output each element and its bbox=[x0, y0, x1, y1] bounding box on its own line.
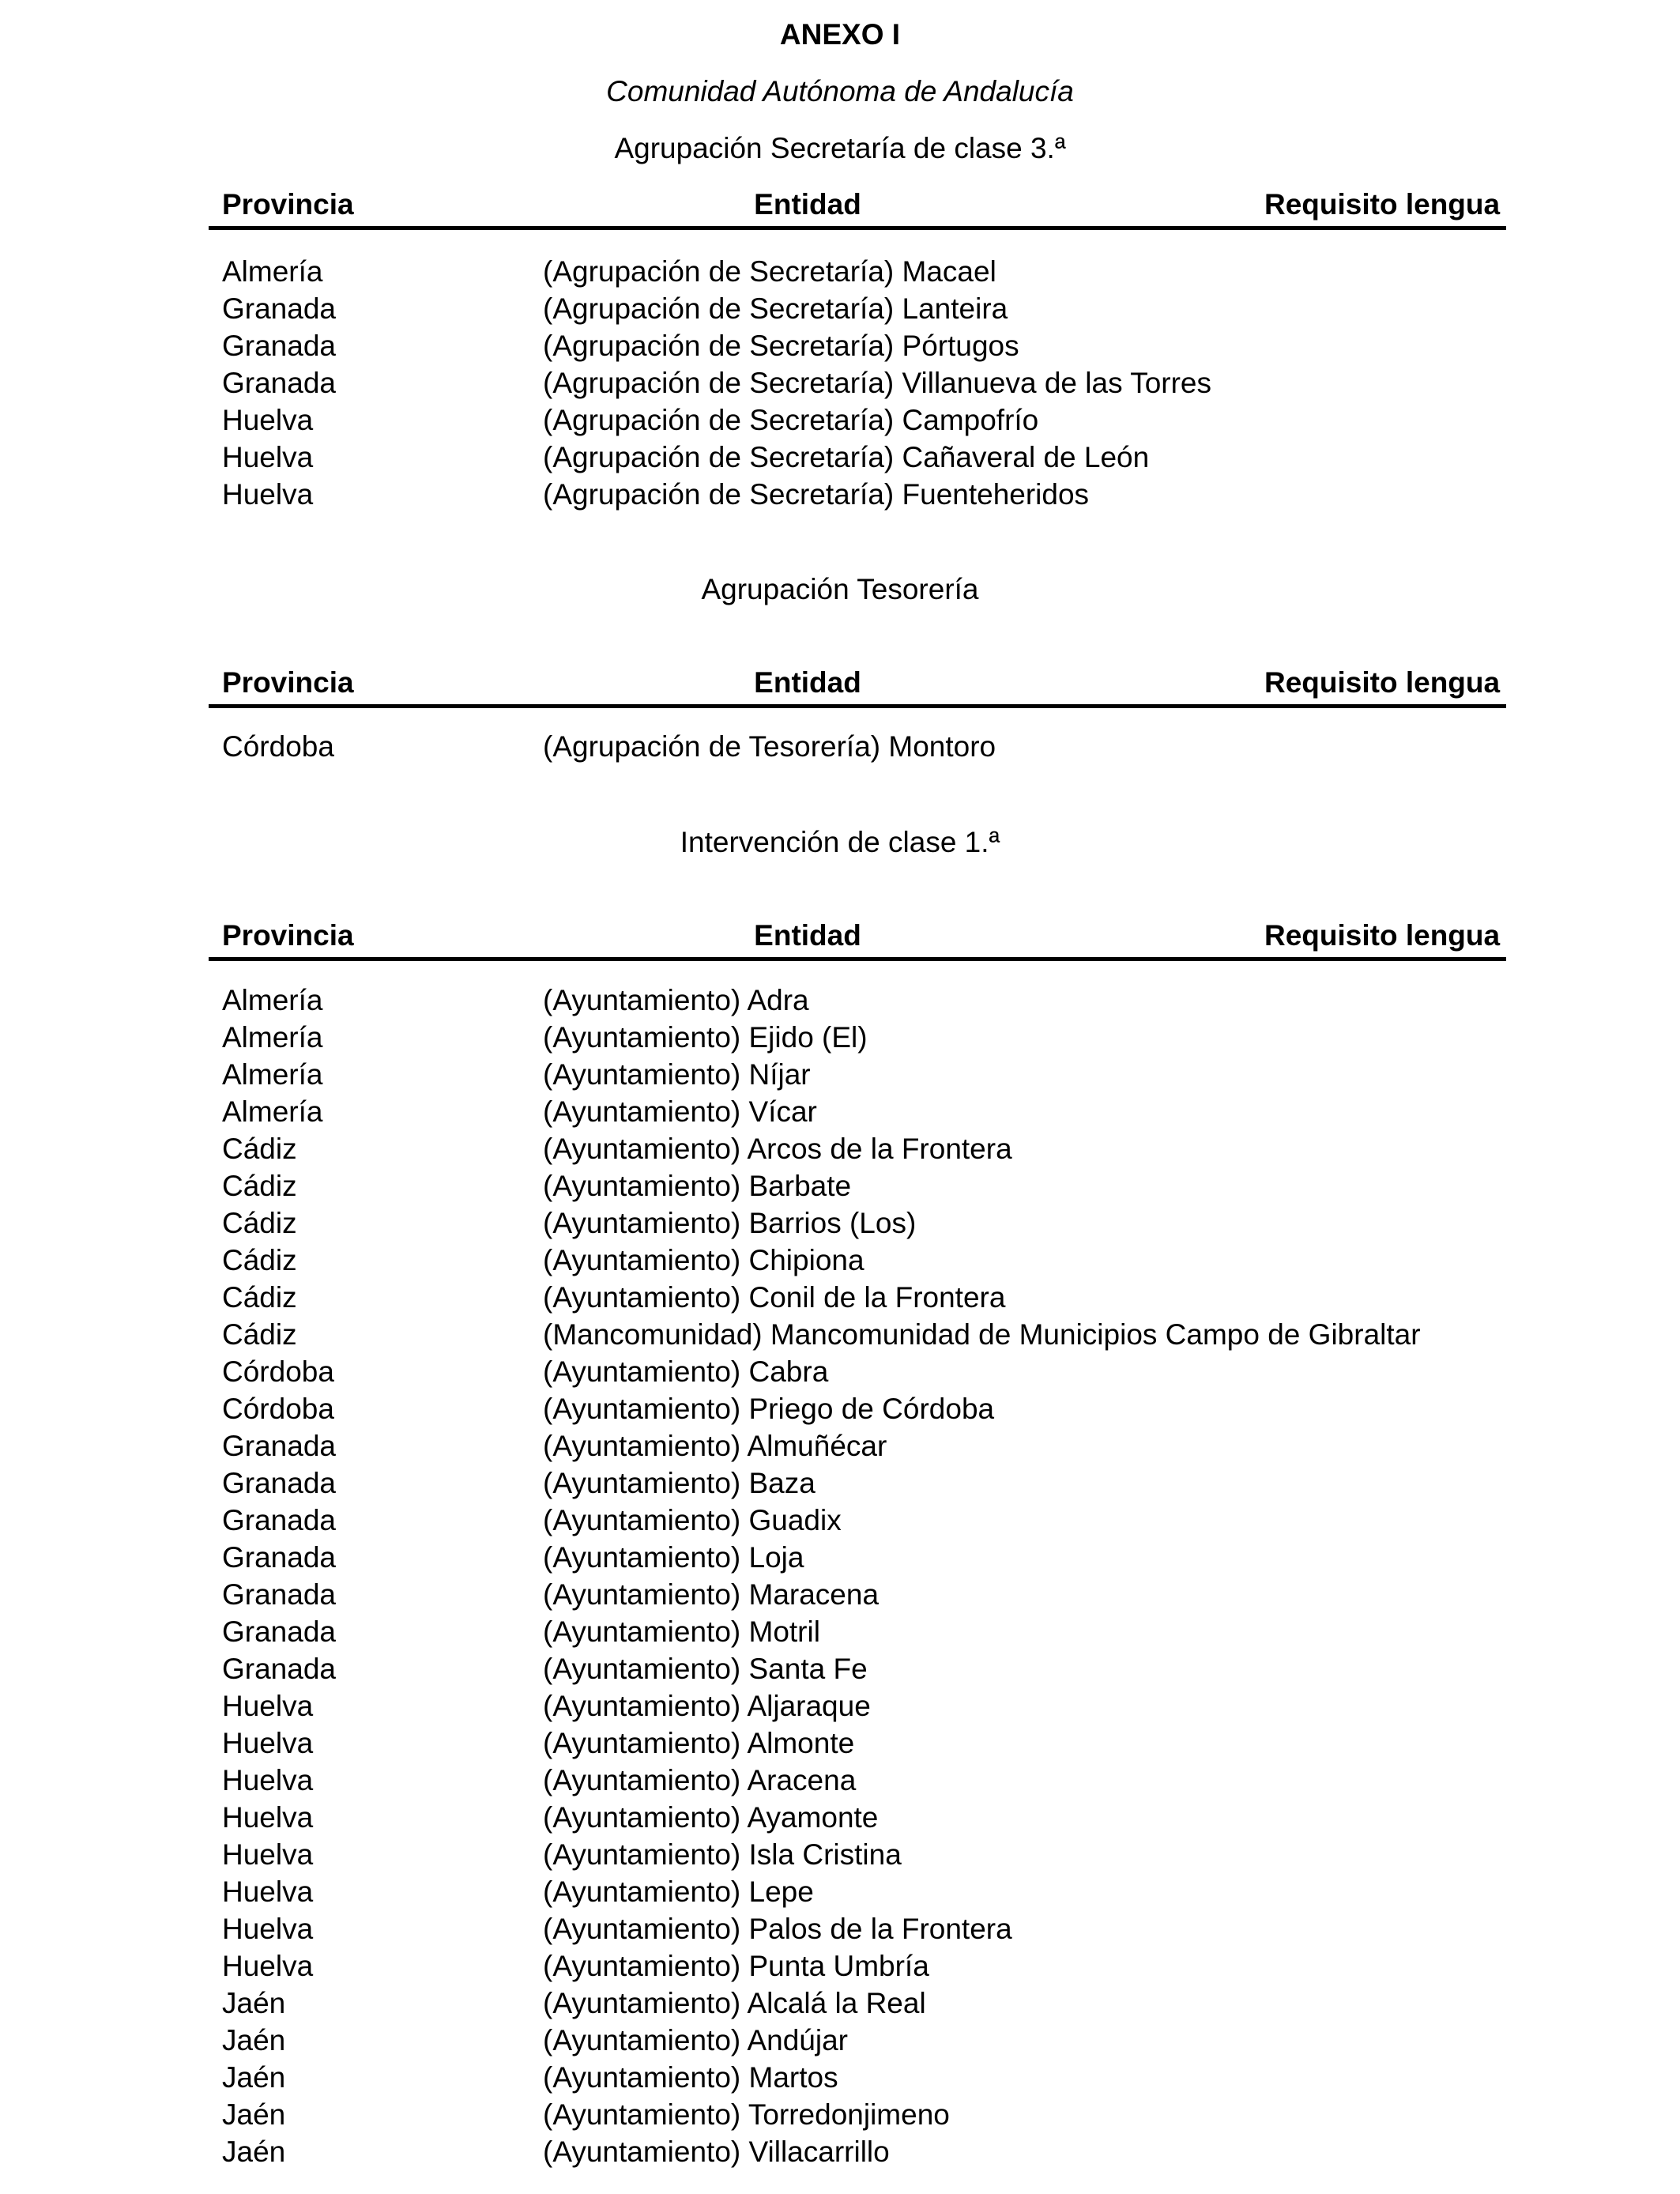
table-header bbox=[0, 918, 1680, 958]
header-rule bbox=[209, 704, 1506, 708]
cell-provincia: Almería bbox=[222, 1058, 323, 1091]
cell-entidad: (Ayuntamiento) Torredonjimeno bbox=[543, 2098, 950, 2131]
table-row bbox=[0, 1427, 1680, 1465]
cell-provincia: Granada bbox=[222, 1504, 336, 1536]
cell-entidad: (Agrupación de Secretaría) Macael bbox=[543, 255, 996, 288]
cell-entidad: (Ayuntamiento) Aracena bbox=[543, 1764, 857, 1796]
document-title: ANEXO I bbox=[779, 18, 901, 51]
column-header-requisito-lengua: Requisito lengua bbox=[1264, 919, 1501, 952]
header-rule bbox=[209, 957, 1506, 961]
table-header bbox=[0, 187, 1680, 227]
cell-entidad: (Agrupación de Tesorería) Montoro bbox=[543, 730, 996, 763]
table-row bbox=[0, 2059, 1680, 2096]
table-row bbox=[0, 1799, 1680, 1836]
table-row bbox=[0, 2022, 1680, 2059]
table-row bbox=[0, 728, 1680, 765]
table-row bbox=[0, 1279, 1680, 1316]
table-row bbox=[0, 327, 1680, 364]
cell-entidad: (Ayuntamiento) Priego de Córdoba bbox=[543, 1393, 995, 1425]
cell-entidad: (Agrupación de Secretaría) Cañaveral de León bbox=[543, 441, 1150, 473]
cell-provincia: Córdoba bbox=[222, 730, 334, 763]
cell-provincia: Granada bbox=[222, 1430, 336, 1462]
cell-provincia: Almería bbox=[222, 255, 323, 288]
cell-entidad: (Ayuntamiento) Palos de la Frontera bbox=[543, 1913, 1012, 1945]
table-row bbox=[0, 1836, 1680, 1873]
table-row bbox=[0, 1947, 1680, 1985]
cell-entidad: (Ayuntamiento) Ejido (El) bbox=[543, 1021, 868, 1054]
cell-entidad: (Agrupación de Secretaría) Campofrío bbox=[543, 404, 1039, 436]
section-rows bbox=[0, 982, 1680, 2170]
cell-provincia: Huelva bbox=[222, 1875, 314, 1908]
table-row bbox=[0, 439, 1680, 476]
cell-entidad: (Ayuntamiento) Villacarrillo bbox=[543, 2136, 890, 2168]
table-row bbox=[0, 1167, 1680, 1204]
cell-provincia: Huelva bbox=[222, 404, 314, 436]
table-row bbox=[0, 1353, 1680, 1390]
table-row bbox=[0, 290, 1680, 327]
table-row bbox=[0, 2133, 1680, 2170]
section-rows bbox=[0, 253, 1680, 513]
cell-provincia: Huelva bbox=[222, 1727, 314, 1759]
table-row bbox=[0, 1093, 1680, 1130]
cell-entidad: (Ayuntamiento) Motril bbox=[543, 1615, 820, 1648]
column-header-provincia: Provincia bbox=[222, 188, 354, 221]
table-row bbox=[0, 1056, 1680, 1093]
cell-provincia: Jaén bbox=[222, 2136, 286, 2168]
cell-entidad: (Ayuntamiento) Chipiona bbox=[543, 1244, 864, 1276]
cell-provincia: Córdoba bbox=[222, 1393, 334, 1425]
cell-provincia: Huelva bbox=[222, 478, 314, 511]
table-row bbox=[0, 1650, 1680, 1687]
column-header-provincia: Provincia bbox=[222, 666, 354, 699]
cell-provincia: Huelva bbox=[222, 1801, 314, 1834]
table-row bbox=[0, 364, 1680, 401]
cell-entidad: (Ayuntamiento) Maracena bbox=[543, 1578, 880, 1611]
table-row bbox=[0, 1502, 1680, 1539]
cell-provincia: Jaén bbox=[222, 2061, 286, 2094]
table-row bbox=[0, 253, 1680, 290]
cell-provincia: Jaén bbox=[222, 2098, 286, 2131]
column-header-entidad: Entidad bbox=[754, 188, 861, 221]
cell-provincia: Granada bbox=[222, 1653, 336, 1685]
table-row bbox=[0, 1130, 1680, 1167]
cell-provincia: Granada bbox=[222, 292, 336, 325]
cell-entidad: (Ayuntamiento) Alcalá la Real bbox=[543, 1987, 926, 2019]
cell-entidad: (Ayuntamiento) Vícar bbox=[543, 1095, 817, 1128]
table-row bbox=[0, 982, 1680, 1019]
cell-provincia: Huelva bbox=[222, 1913, 314, 1945]
cell-provincia: Cádiz bbox=[222, 1281, 297, 1314]
cell-provincia: Jaén bbox=[222, 1987, 286, 2019]
cell-entidad: (Ayuntamiento) Andújar bbox=[543, 2024, 848, 2056]
table-row bbox=[0, 1910, 1680, 1947]
cell-entidad: (Ayuntamiento) Barrios (Los) bbox=[543, 1207, 917, 1239]
cell-entidad: (Ayuntamiento) Adra bbox=[543, 984, 809, 1016]
cell-provincia: Almería bbox=[222, 984, 323, 1016]
cell-entidad: (Ayuntamiento) Baza bbox=[543, 1467, 816, 1499]
cell-provincia: Jaén bbox=[222, 2024, 286, 2056]
section-heading: Agrupación Secretaría de clase 3.ª bbox=[614, 132, 1066, 164]
table-row bbox=[0, 1576, 1680, 1613]
cell-provincia: Huelva bbox=[222, 1690, 314, 1722]
cell-entidad: (Agrupación de Secretaría) Lanteira bbox=[543, 292, 1008, 325]
cell-provincia: Almería bbox=[222, 1021, 323, 1054]
column-header-requisito-lengua: Requisito lengua bbox=[1264, 188, 1501, 221]
cell-provincia: Cádiz bbox=[222, 1207, 297, 1239]
cell-entidad: (Ayuntamiento) Almonte bbox=[543, 1727, 855, 1759]
cell-provincia: Cádiz bbox=[222, 1133, 297, 1165]
cell-entidad: (Ayuntamiento) Aljaraque bbox=[543, 1690, 871, 1722]
table-row bbox=[0, 1316, 1680, 1353]
table-row bbox=[0, 1465, 1680, 1502]
cell-provincia: Huelva bbox=[222, 441, 314, 473]
cell-entidad: (Ayuntamiento) Almuñécar bbox=[543, 1430, 887, 1462]
cell-entidad: (Ayuntamiento) Santa Fe bbox=[543, 1653, 868, 1685]
column-header-provincia: Provincia bbox=[222, 919, 354, 952]
cell-entidad: (Ayuntamiento) Lepe bbox=[543, 1875, 814, 1908]
cell-provincia: Huelva bbox=[222, 1838, 314, 1871]
cell-provincia: Granada bbox=[222, 1467, 336, 1499]
cell-entidad: (Ayuntamiento) Ayamonte bbox=[543, 1801, 879, 1834]
cell-provincia: Huelva bbox=[222, 1950, 314, 1982]
cell-entidad: (Ayuntamiento) Barbate bbox=[543, 1170, 852, 1202]
cell-entidad: (Ayuntamiento) Níjar bbox=[543, 1058, 811, 1091]
table-row bbox=[0, 1539, 1680, 1576]
table-header bbox=[0, 665, 1680, 705]
cell-entidad: (Ayuntamiento) Cabra bbox=[543, 1355, 829, 1388]
table-row bbox=[0, 1204, 1680, 1242]
cell-provincia: Cádiz bbox=[222, 1170, 297, 1202]
cell-provincia: Cádiz bbox=[222, 1318, 297, 1351]
cell-entidad: (Ayuntamiento) Guadix bbox=[543, 1504, 842, 1536]
section-heading: Agrupación Tesorería bbox=[701, 573, 979, 605]
cell-provincia: Granada bbox=[222, 1578, 336, 1611]
cell-provincia: Almería bbox=[222, 1095, 323, 1128]
column-header-requisito-lengua: Requisito lengua bbox=[1264, 666, 1501, 699]
cell-entidad: (Ayuntamiento) Arcos de la Frontera bbox=[543, 1133, 1012, 1165]
cell-provincia: Granada bbox=[222, 367, 336, 399]
cell-provincia: Granada bbox=[222, 1615, 336, 1648]
column-header-entidad: Entidad bbox=[754, 919, 861, 952]
cell-provincia: Granada bbox=[222, 1541, 336, 1574]
cell-entidad: (Ayuntamiento) Martos bbox=[543, 2061, 838, 2094]
cell-entidad: (Mancomunidad) Mancomunidad de Municipios Campo de Gibraltar bbox=[543, 1318, 1421, 1351]
table-row bbox=[0, 1725, 1680, 1762]
cell-provincia: Cádiz bbox=[222, 1244, 297, 1276]
cell-provincia: Huelva bbox=[222, 1764, 314, 1796]
cell-entidad: (Ayuntamiento) Loja bbox=[543, 1541, 804, 1574]
cell-provincia: Córdoba bbox=[222, 1355, 334, 1388]
column-header-entidad: Entidad bbox=[754, 666, 861, 699]
table-row bbox=[0, 1687, 1680, 1725]
section-heading: Intervención de clase 1.ª bbox=[680, 826, 1000, 858]
table-row bbox=[0, 1019, 1680, 1056]
table-row bbox=[0, 1985, 1680, 2022]
cell-entidad: (Agrupación de Secretaría) Pórtugos bbox=[543, 330, 1019, 362]
table-row bbox=[0, 476, 1680, 513]
cell-entidad: (Ayuntamiento) Conil de la Frontera bbox=[543, 1281, 1006, 1314]
table-row bbox=[0, 1873, 1680, 1910]
table-row bbox=[0, 1390, 1680, 1427]
document-subtitle: Comunidad Autónoma de Andalucía bbox=[606, 75, 1074, 107]
table-row bbox=[0, 2096, 1680, 2133]
cell-entidad: (Ayuntamiento) Punta Umbría bbox=[543, 1950, 929, 1982]
table-row bbox=[0, 1613, 1680, 1650]
table-row bbox=[0, 1242, 1680, 1279]
cell-entidad: (Agrupación de Secretaría) Villanueva de las Torres bbox=[543, 367, 1211, 399]
section-rows bbox=[0, 728, 1680, 765]
cell-entidad: (Agrupación de Secretaría) Fuenteheridos bbox=[543, 478, 1090, 511]
header-rule bbox=[209, 226, 1506, 230]
cell-provincia: Granada bbox=[222, 330, 336, 362]
table-row bbox=[0, 1762, 1680, 1799]
cell-entidad: (Ayuntamiento) Isla Cristina bbox=[543, 1838, 902, 1871]
table-row bbox=[0, 401, 1680, 439]
